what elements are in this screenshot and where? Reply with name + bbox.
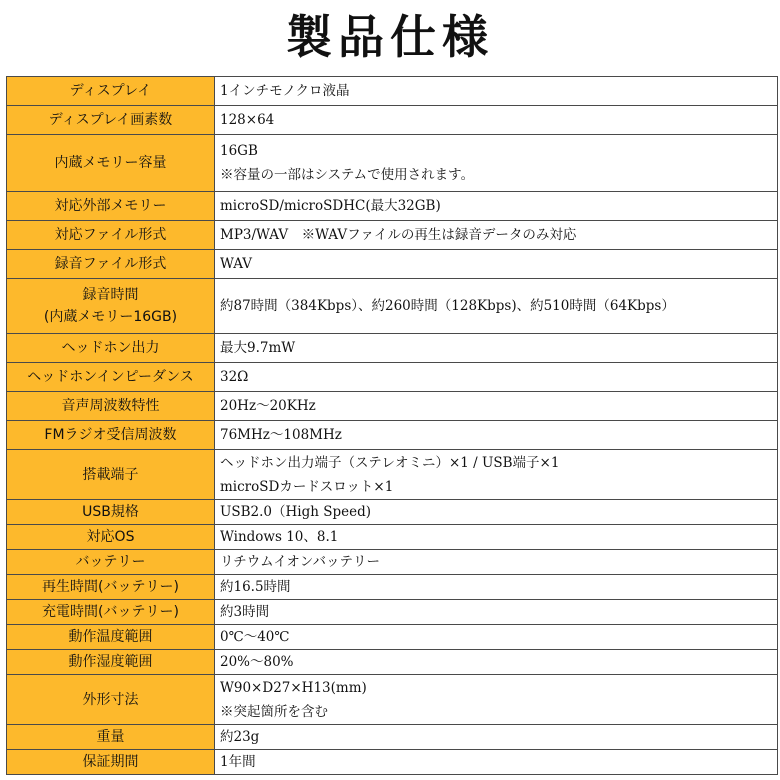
spec-label-text: 再生時間(バッテリー) <box>42 579 179 595</box>
spec-value <box>215 106 778 135</box>
spec-label <box>7 575 215 600</box>
spec-row <box>7 77 778 106</box>
spec-label-text: 外形寸法 <box>82 691 139 708</box>
spec-label-text: バッテリー <box>75 554 146 570</box>
spec-value <box>215 725 778 750</box>
spec-value-text: 約3時間 <box>220 604 270 620</box>
spec-value-text: MP3/WAV ※WAVファイルの再生は録音データのみ対応 <box>220 227 577 243</box>
spec-value <box>215 600 778 625</box>
spec-label <box>7 500 215 525</box>
spec-label-text: 搭載端子 <box>82 466 139 483</box>
spec-label-text: ディスプレイ <box>69 83 152 99</box>
spec-label <box>7 550 215 575</box>
spec-label-text: 動作温度範囲 <box>68 629 153 645</box>
spec-label <box>7 725 215 750</box>
spec-row <box>7 725 778 750</box>
spec-value <box>215 334 778 363</box>
spec-row <box>7 392 778 421</box>
spec-value-text: リチウムイオンバッテリー <box>220 554 380 570</box>
spec-row <box>7 625 778 650</box>
spec-label <box>7 675 215 725</box>
spec-value <box>215 135 778 192</box>
spec-row <box>7 192 778 221</box>
spec-value <box>215 450 778 500</box>
spec-value-text: 1インチモノクロ液晶 <box>220 83 350 99</box>
spec-row <box>7 450 778 500</box>
page-title: 製品仕様 <box>286 10 494 64</box>
spec-label-text: 対応OS <box>86 529 135 545</box>
spec-row <box>7 135 778 192</box>
spec-value-text: ヘッドホン出力端子（ステレオミニ）×1 / USB端子×1 <box>220 454 560 471</box>
spec-label <box>7 250 215 279</box>
spec-label <box>7 525 215 550</box>
spec-label <box>7 106 215 135</box>
spec-label-text: 対応外部メモリー <box>54 198 167 214</box>
spec-value-text: 約23g <box>220 729 260 745</box>
spec-value <box>215 675 778 725</box>
spec-label-text: ヘッドホンインピーダンス <box>27 369 194 385</box>
spec-value <box>215 575 778 600</box>
spec-row <box>7 650 778 675</box>
spec-label-text: (内蔵メモリー16GB) <box>43 309 178 325</box>
spec-row <box>7 500 778 525</box>
spec-label-text: 保証期間 <box>82 754 139 770</box>
spec-value <box>215 750 778 775</box>
spec-label <box>7 221 215 250</box>
spec-value <box>215 500 778 525</box>
spec-value-text: 0℃～40℃ <box>220 629 290 645</box>
spec-row <box>7 363 778 392</box>
spec-row <box>7 750 778 775</box>
spec-value <box>215 392 778 421</box>
spec-row <box>7 334 778 363</box>
spec-row <box>7 550 778 575</box>
spec-value <box>215 625 778 650</box>
spec-label-text: ヘッドホン出力 <box>61 340 160 356</box>
spec-row <box>7 525 778 550</box>
spec-row <box>7 106 778 135</box>
spec-row <box>7 600 778 625</box>
spec-label-text: 動作湿度範囲 <box>68 654 153 670</box>
spec-label <box>7 450 215 500</box>
spec-label <box>7 625 215 650</box>
spec-value-text: 76MHz～108MHz <box>220 427 342 443</box>
spec-label-text: FMラジオ受信周波数 <box>44 427 177 443</box>
spec-value <box>215 363 778 392</box>
spec-label-text: 音声周波数特性 <box>61 398 160 414</box>
spec-value <box>215 525 778 550</box>
spec-value-text: USB2.0（High Speed) <box>220 504 372 520</box>
spec-row <box>7 675 778 725</box>
spec-value <box>215 221 778 250</box>
spec-value <box>215 250 778 279</box>
spec-value <box>215 192 778 221</box>
spec-value <box>215 650 778 675</box>
spec-value-text: ※突起箇所を含む <box>220 703 328 720</box>
spec-label-text: 内蔵メモリー容量 <box>54 155 167 171</box>
spec-value-text: 最大9.7mW <box>220 340 296 356</box>
spec-label-text: 対応ファイル形式 <box>54 227 167 243</box>
spec-value-text: 16GB <box>220 143 258 159</box>
spec-label <box>7 192 215 221</box>
spec-label-text: ディスプレイ画素数 <box>48 112 173 128</box>
spec-label-text: 充電時間(バッテリー) <box>42 604 179 620</box>
spec-table <box>6 76 778 775</box>
spec-value <box>215 550 778 575</box>
spec-value-text: ※容量の一部はシステムで使用されます。 <box>220 167 475 183</box>
spec-value-text: 約16.5時間 <box>220 579 291 595</box>
spec-label <box>7 334 215 363</box>
spec-label <box>7 600 215 625</box>
spec-value <box>215 279 778 334</box>
spec-value-text: W90×D27×H13(mm) <box>220 679 367 696</box>
spec-label-text: USB規格 <box>82 504 139 520</box>
spec-row <box>7 575 778 600</box>
spec-value-text: 20%～80% <box>220 654 294 670</box>
spec-value-text: 32Ω <box>220 369 249 385</box>
spec-value-text: 約87時間（384Kbps）、約260時間（128Kbps)、約510時間（64Kbps） <box>220 298 675 314</box>
spec-value-text: microSD/microSDHC(最大32GB) <box>220 198 441 214</box>
spec-value <box>215 77 778 106</box>
spec-value <box>215 421 778 450</box>
spec-label <box>7 279 215 334</box>
spec-row <box>7 221 778 250</box>
spec-label <box>7 363 215 392</box>
spec-table-body <box>7 77 778 775</box>
spec-label-text: 重量 <box>96 729 125 745</box>
spec-value-text: 20Hz～20KHz <box>220 398 316 414</box>
spec-label-text: 録音時間 <box>82 287 139 303</box>
spec-value-text: microSDカードスロット×1 <box>220 478 394 495</box>
spec-row <box>7 250 778 279</box>
spec-label <box>7 750 215 775</box>
spec-label-text: 録音ファイル形式 <box>54 256 167 272</box>
spec-value-text: 128×64 <box>220 112 275 128</box>
spec-row <box>7 279 778 334</box>
spec-label <box>7 77 215 106</box>
spec-value-text: Windows 10、8.1 <box>220 529 339 545</box>
spec-label <box>7 421 215 450</box>
spec-row <box>7 421 778 450</box>
spec-value-text: 1年間 <box>220 754 256 770</box>
spec-label <box>7 135 215 192</box>
spec-value-text: WAV <box>220 256 253 272</box>
spec-label <box>7 392 215 421</box>
spec-label <box>7 650 215 675</box>
